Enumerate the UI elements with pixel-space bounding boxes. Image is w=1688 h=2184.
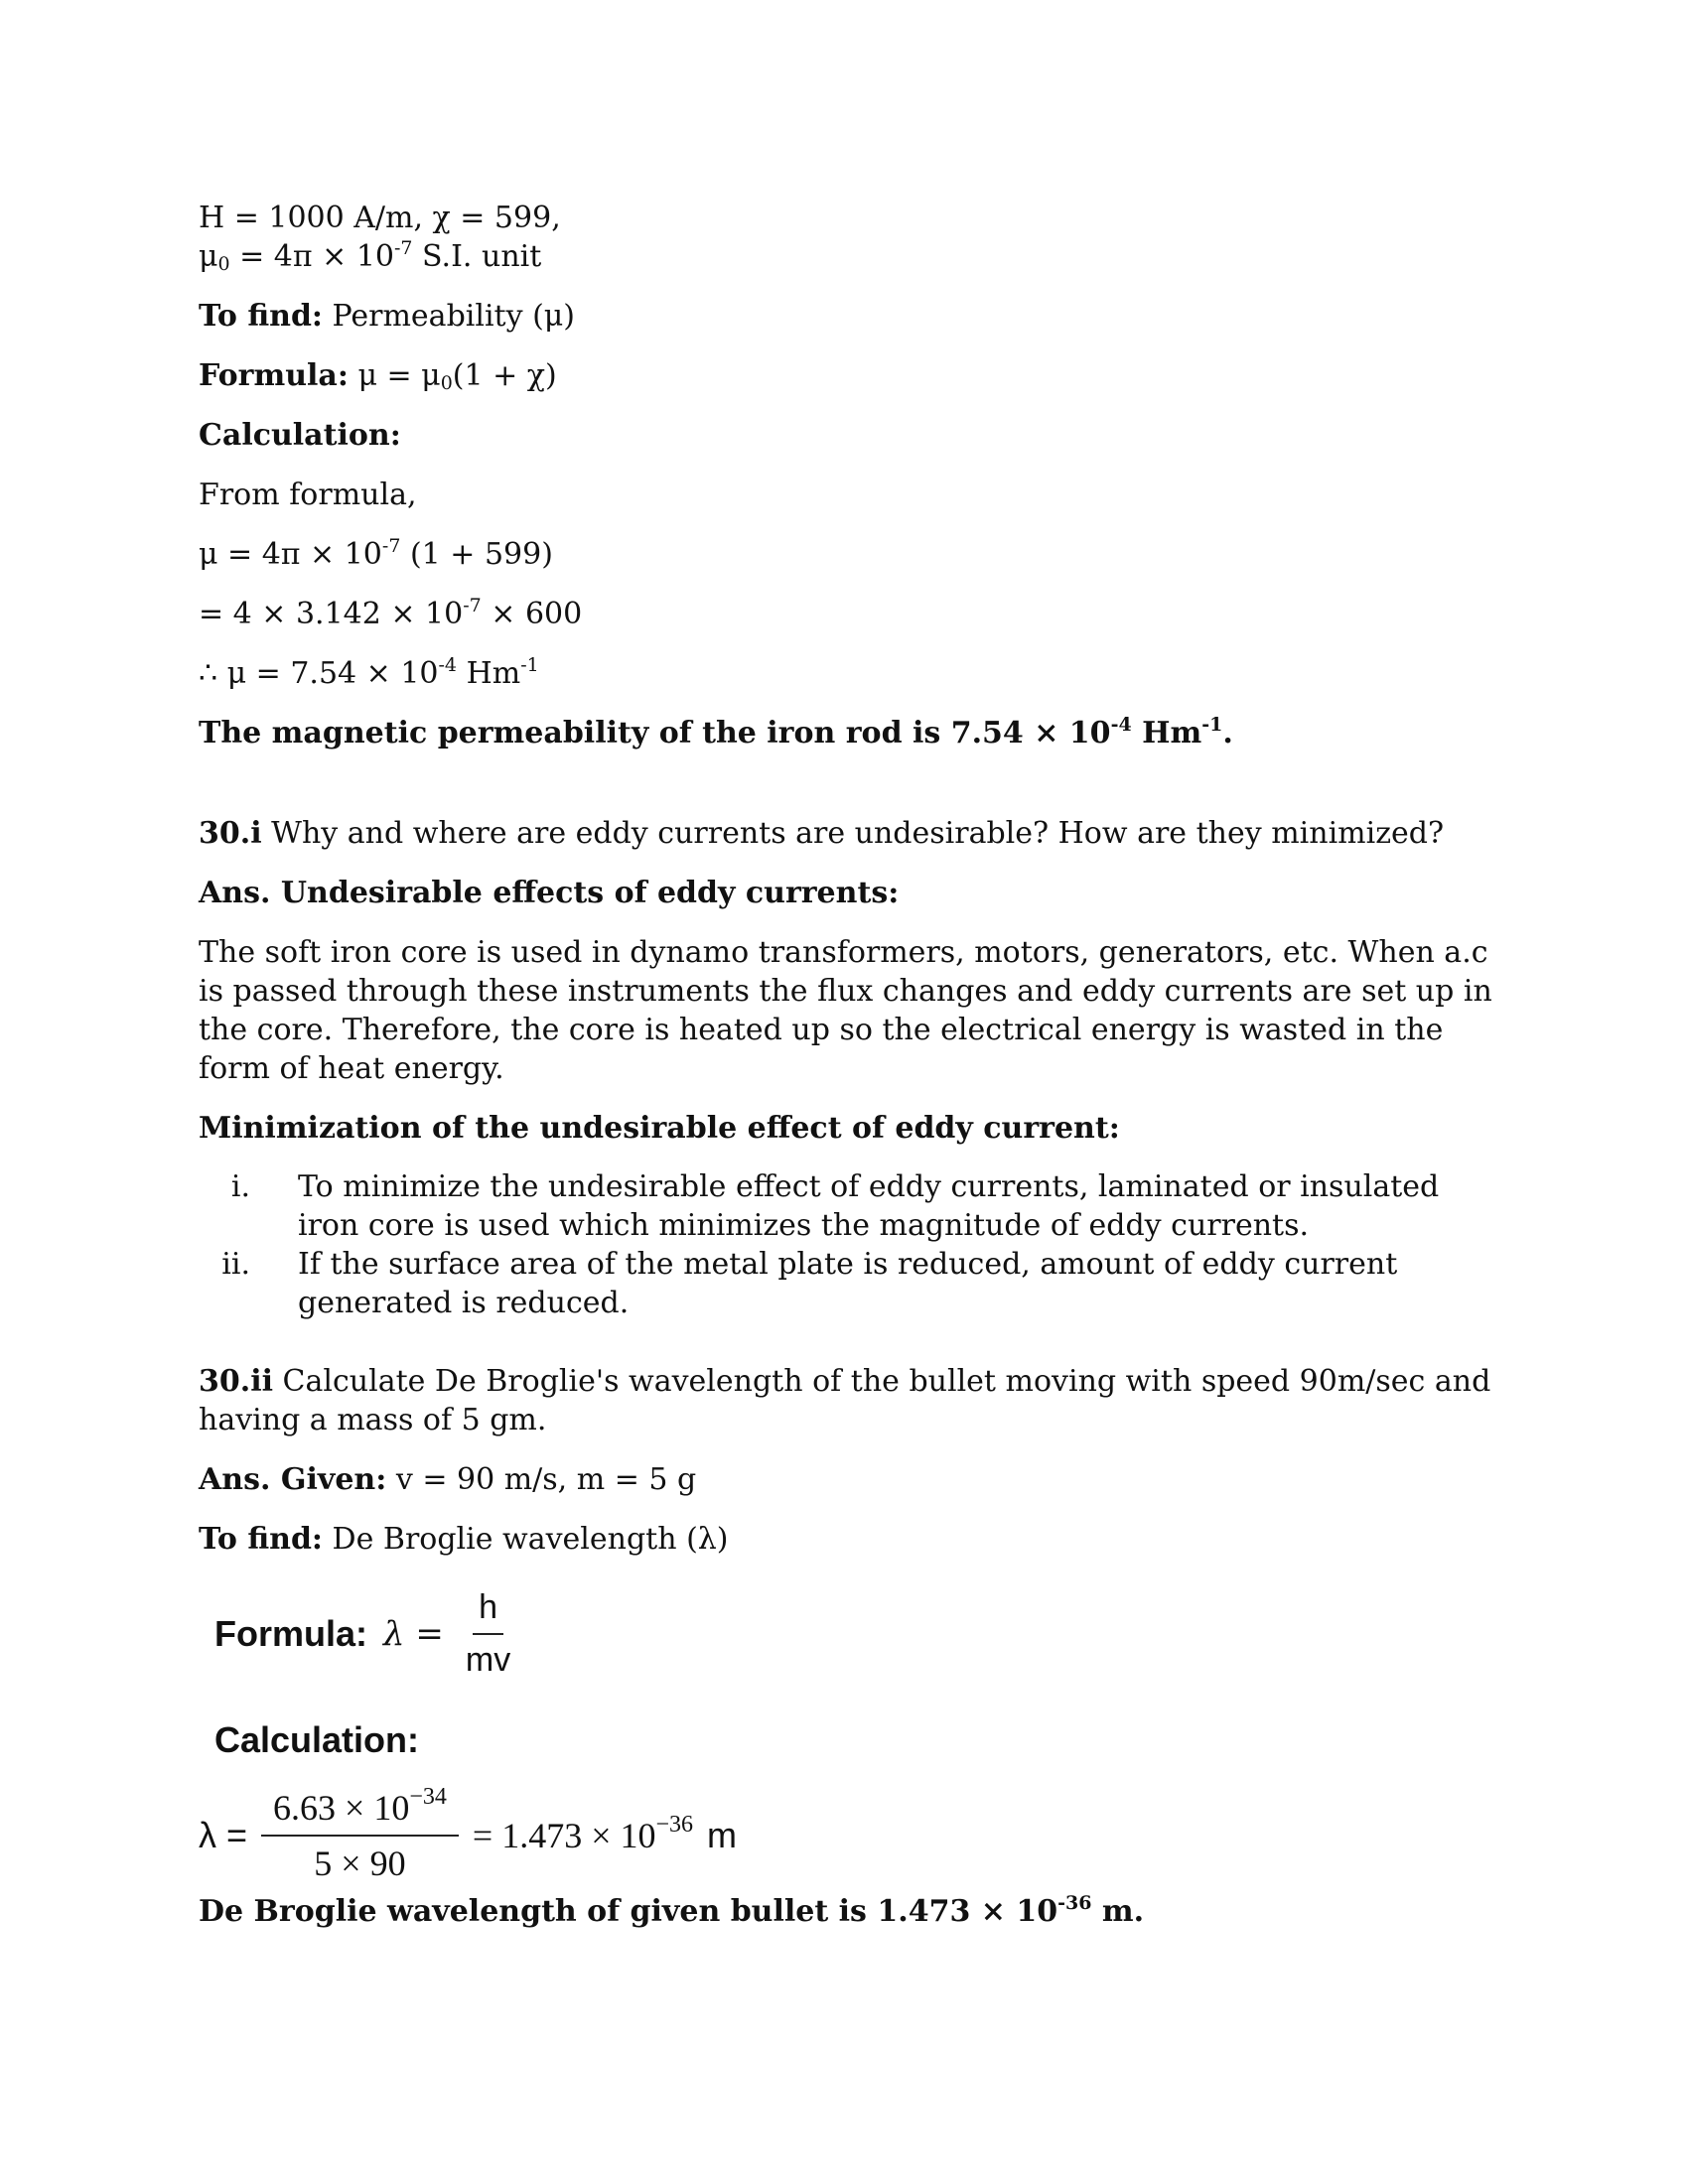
permeability-result: The magnetic permeability of the iron rod is $7.54 \times 10^{-4}$ $Hm^{-1}$.: [199, 714, 1233, 751]
formula-fraction: $\frac{h}{mv}$: [465, 1588, 511, 1679]
answer-30ii-given: Ans. Given: v = 90 m/s, m = 5 g: [199, 1462, 697, 1497]
calc-step-2: = $4 \times 3.142 \times 10^{-7} \times 600$: [199, 595, 583, 631]
question-30i: 30.i Why and where are eddy currents are undesirable? How are they minimized?: [199, 816, 1445, 851]
wavelength-result: De Broglie wavelength of given bullet is $1.473 \times 10^{-36}$ m.: [199, 1892, 1145, 1929]
calc-step-3: ∴ $\mu = 7.54 \times 10^{-4}$ $Hm^{-1}$: [199, 654, 539, 691]
given-line-1: H = 1000 A/m, χ = 599,: [199, 201, 561, 235]
calculation-heading-2: Calculation:: [214, 1719, 420, 1760]
list-item: ii. If the surface area of the metal plate is reduced, amount of eddy current generated is reduced.: [221, 1247, 1398, 1320]
formula-wavelength: Formula: λ = $\frac{h}{mv}$: [214, 1574, 1509, 1694]
wavelength-equation: λ = $\frac{6.63 \times 10^{-34}}{5 \times 90}$ = $1.473 \times 10^{-36}$ m: [199, 1784, 738, 1883]
to-find-permeability: To find: Permeability (μ): [199, 299, 576, 334]
answer-30i-heading: Ans. Undesirable effects of eddy currents:: [199, 876, 900, 910]
formula-permeability: Formula: $\mu = \mu_0(1 + \chi)$: [199, 358, 557, 394]
question-30ii: 30.ii Calculate De Broglie's wavelength of the bullet moving with speed 90m/sec and having a mass of 5 gm.: [199, 1364, 1491, 1437]
document-page: [199, 199, 1509, 1931]
calc-step-1: $\mu = 4\pi \times 10^{-7}$ (1 + 599): [199, 535, 553, 572]
minimization-heading: Minimization of the undesirable effect of eddy current:: [199, 1111, 1120, 1146]
given-line-2: $\mu_0 = 4\pi \times 10^{-7}$ S.I. unit: [199, 237, 542, 275]
calculation-heading: Calculation:: [199, 418, 401, 453]
from-formula-text: From formula,: [199, 478, 417, 512]
list-item: i. To minimize the undesirable effect of eddy currents, laminated or insulated iron core is used which minimizes the magnitude of eddy currents.: [230, 1169, 1440, 1243]
minimization-list: [199, 1167, 1509, 1322]
answer-30i-paragraph: The soft iron core is used in dynamo transformers, motors, generators, etc. When a.c is passed through these instruments the flux changes and eddy currents are set up in the core. Therefore, the core is heated up so the electrical energy is wasted in the form of heat energy.: [199, 935, 1492, 1086]
to-find-wavelength: To find: De Broglie wavelength (λ): [199, 1522, 729, 1557]
equation-fraction: $\frac{6.63 \times 10^{-34}}{5 \times 90}$: [261, 1787, 459, 1884]
